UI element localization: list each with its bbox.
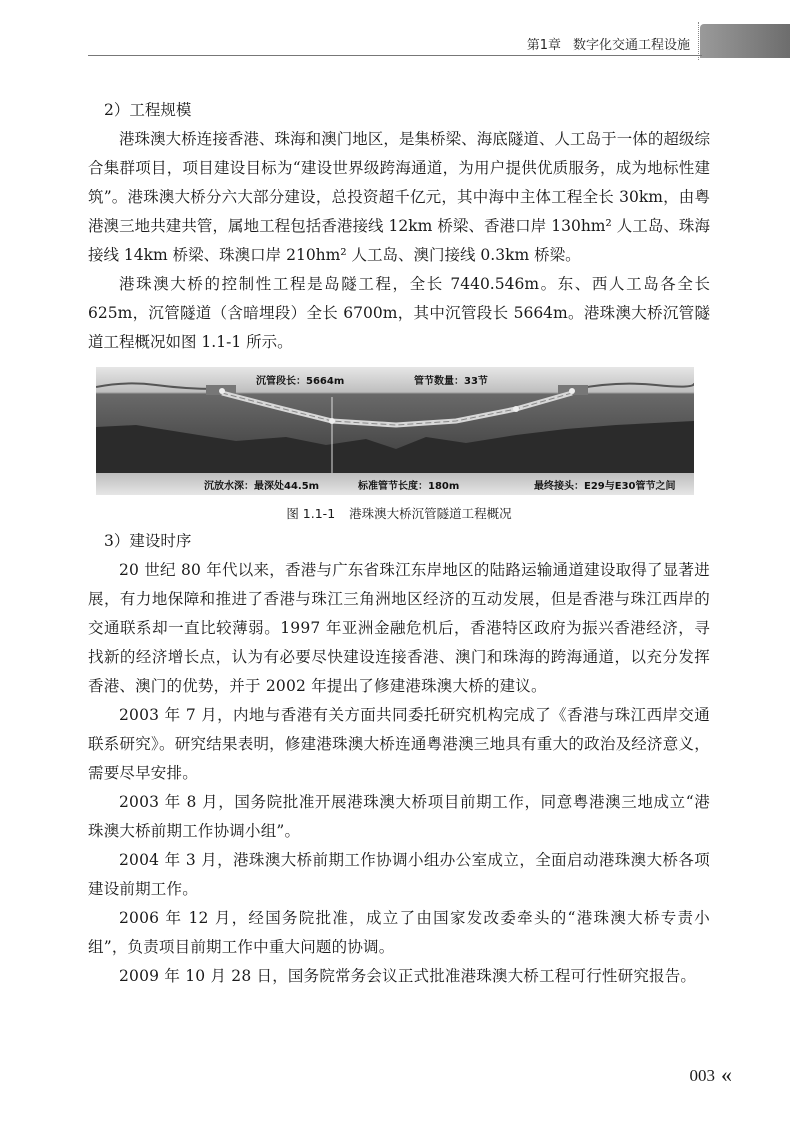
paragraph: 2003 年 7 月，内地与香港有关方面共同委托研究机构完成了《香港与珠江西岸交通联系研究》。研究结果表明，修建港珠澳大桥连通粤港澳三地具有重大的政治及经济意义，需要尽早安排。 <box>88 706 710 782</box>
marker-point <box>569 388 575 394</box>
caption-text: 港珠澳大桥沉管隧道工程概况 <box>349 506 512 521</box>
running-head <box>527 34 690 53</box>
tunnel-figure <box>96 367 694 495</box>
header-rule <box>88 55 702 56</box>
section-heading-scale: 2）工程规模 <box>104 101 192 119</box>
paragraph: 港珠澳大桥的控制性工程是岛隧工程，全长 7440.546m。东、西人工岛各全长 625m，沉管隧道（含暗埋段）全长 6700m，其中沉管段长 5664m。港珠澳大桥沉管隧道工程概况如图 1.1-1 所示。 <box>88 275 710 351</box>
sky <box>96 367 694 393</box>
paragraph: 2009 年 10 月 28 日，国务院常务会议正式批准港珠澳大桥工程可行性研究报告。 <box>119 967 697 985</box>
tunnel-illustration <box>96 367 694 495</box>
figure-label-depth: 沉放水深：最深处44.5m <box>204 481 320 492</box>
paragraph: 港珠澳大桥连接香港、珠海和澳门地区，是集桥梁、海底隧道、人工岛于一体的超级综合集群项目，项目建设目标为“建设世界级跨海通道，为用户提供优质服务，成为地标性建筑”。港珠澳大桥分六大部分建设，总投资超千亿元，其中海中主体工程全长 30km，由粤港澳三地共建共管，属地工程包括香港接线 12km 桥梁、香港口岸 130hm² 人工岛、珠海接线 14km 桥梁、珠澳口岸 210hm² 人工岛、澳门接线 0.3km 桥梁。 <box>88 130 710 264</box>
page-number-value: 003 <box>689 1066 715 1085</box>
figure-caption <box>88 503 710 525</box>
page-header <box>0 0 790 62</box>
section-heading-timeline: 3）建设时序 <box>104 532 192 550</box>
figure-label-final-joint: 最终接头：E29与E30管节之间 <box>534 481 676 492</box>
paragraph: 2003 年 8 月，国务院批准开展港珠澳大桥项目前期工作，同意粤港澳三地成立“港珠澳大桥前期工作协调小组”。 <box>88 793 710 840</box>
paragraph: 2004 年 3 月，港珠澳大桥前期工作协调小组办公室成立，全面启动港珠澳大桥各项建设前期工作。 <box>88 851 710 898</box>
figure-label-length: 沉管段长：5664m <box>256 376 345 387</box>
caption-number: 图 1.1-1 <box>286 506 336 521</box>
figure-label-segment: 标准管节长度：180m <box>358 481 460 492</box>
marker-point <box>513 406 519 412</box>
page-arrow-icon: « <box>721 1062 732 1087</box>
page-body <box>88 96 710 991</box>
paragraph: 2006 年 12 月，经国务院批准，成立了由国家发改委牵头的“港珠澳大桥专责小组”，负责项目前期工作中重大问题的协调。 <box>88 909 710 956</box>
page-number <box>690 1062 733 1088</box>
chapter-title: 数字化交通工程设施 <box>572 38 690 53</box>
figure-label-count: 管节数量：33节 <box>414 376 488 387</box>
chapter-number: 第1章 <box>526 38 561 53</box>
paragraph: 20 世纪 80 年代以来，香港与广东省珠江东岸地区的陆路运输通道建设取得了显著进展，有力地保障和推进了香港与珠江三角洲地区经济的互动发展，但是香港与珠江西岸的交通联系却一直比较薄弱。1997 年亚洲金融危机后，香港特区政府为振兴香港经济，寻找新的经济增长点，认为有必要尽快建设连接香港、澳门和珠海的跨海通道，以充分发挥香港、澳门的优势，并于 2002 年提出了修建港珠澳大桥的建议。 <box>88 561 710 695</box>
marker-point <box>219 388 225 394</box>
chapter-tab <box>700 24 790 58</box>
marker-point <box>329 418 335 424</box>
